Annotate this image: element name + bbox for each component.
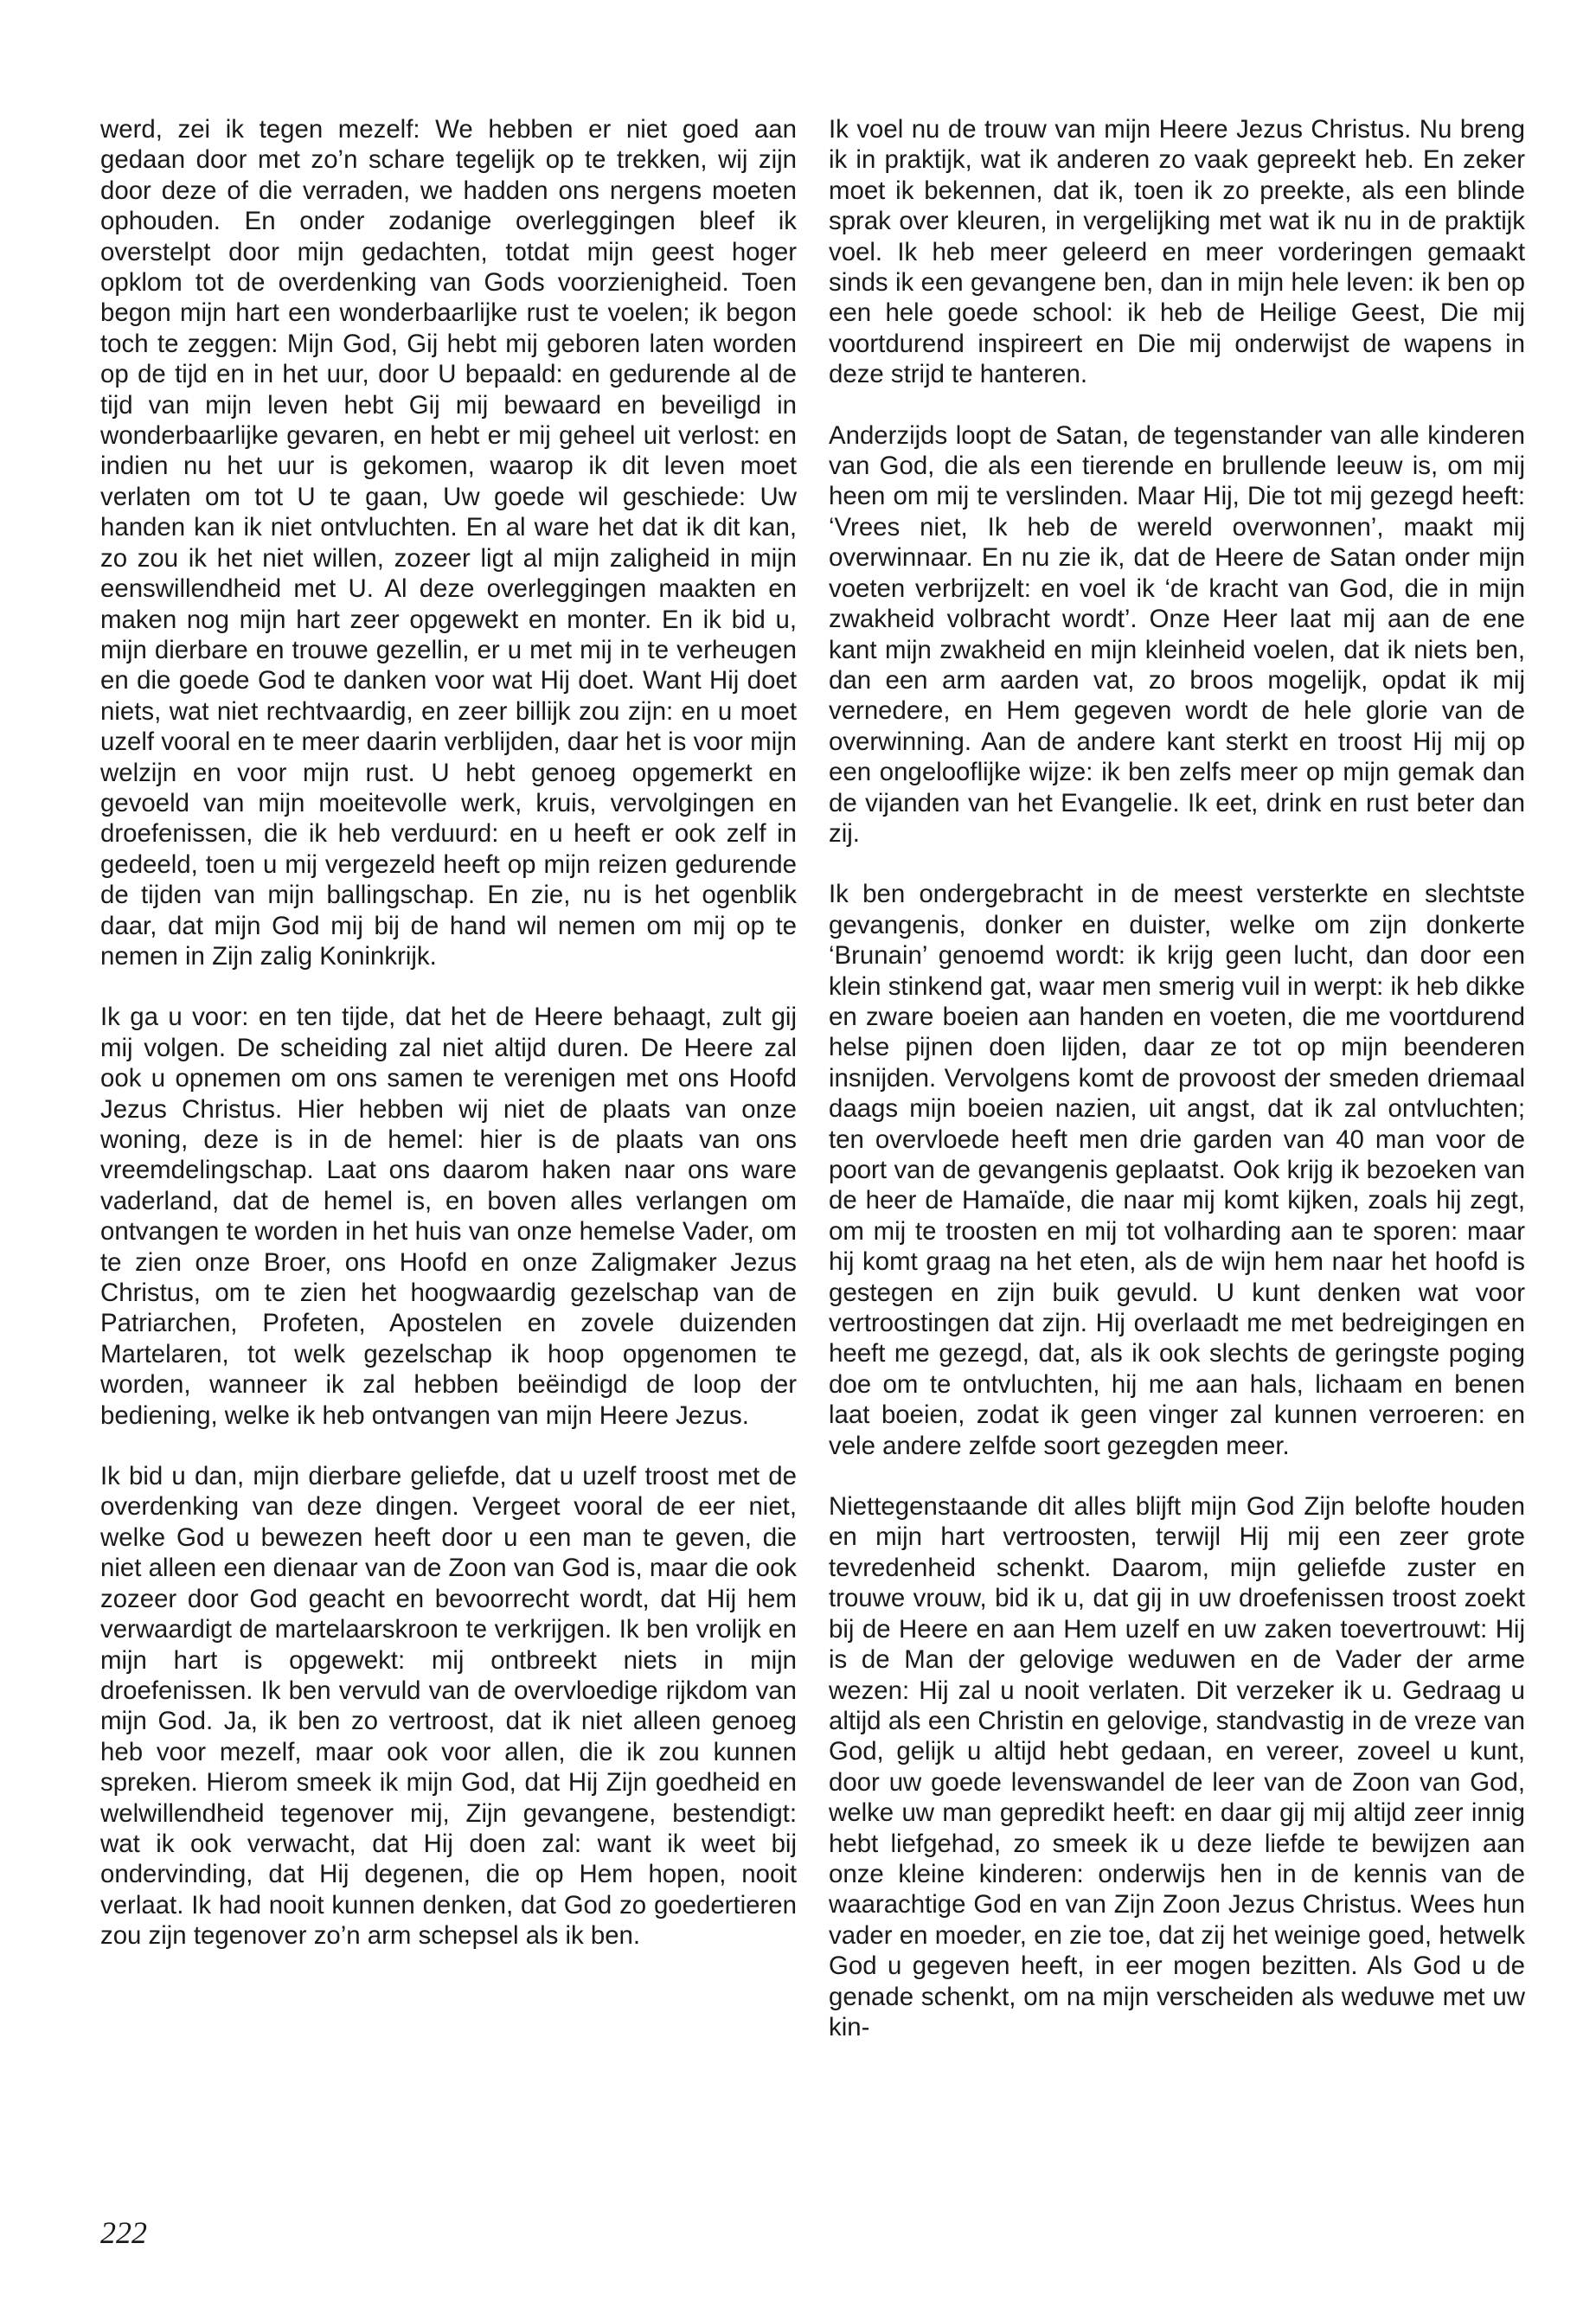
- paragraph: Ik ga u voor: en ten tijde, dat het de Heere behaagt, zult gij mij volgen. De scheiding zal niet altijd duren. De Heere zal ook u opnemen om ons samen te verenigen met ons Hoofd Jezus Christus. Hier hebben wij niet de plaats van onze woning, deze is in de hemel: hier is de plaats van ons vreemdelingschap. Laat ons daarom haken naar ons ware vaderland, dat de hemel is, en boven alles verlangen om ontvangen te worden in het huis van onze hemelse Vader, om te zien onze Broer, ons Hoofd en onze Zaligmaker Jezus Christus, om te zien het hoogwaardig gezelschap van de Patriarchen, Profeten, Apostelen en zovele duizenden Martelaren, tot welk gezelschap ik hoop opgenomen te worden, wanneer ik zal hebben beëindigd de loop der bediening, welke ik heb ontvangen van mijn Heere Jezus.: [100, 1003, 797, 1430]
- paragraph: werd, zei ik tegen mezelf: We hebben er niet goed aan gedaan door met zo’n schare tegelijk op te trekken, wij zijn door deze of die verraden, we hadden ons nergens moeten ophouden. En onder zodanige overleggingen bleef ik overstelpt door mijn gedachten, totdat mijn geest hoger opklom tot de overdenking van Gods voorzienigheid. Toen begon mijn hart een wonderbaarlijke rust te voelen; ik begon toch te zeggen: Mijn God, Gij hebt mij geboren laten worden op de tijd en in het uur, door U bepaald: en gedurende al de tijd van mijn leven hebt Gij mij bewaard en beveiligd in wonderbaarlijke gevaren, en hebt er mij geheel uit verlost: en indien nu het uur is gekomen, waarop ik dit leven moet verlaten om tot U te gaan, Uw goede wil geschiede: Uw handen kan ik niet ontvluchten. En al ware het dat ik dit kan, zo zou ik het niet willen, zozeer ligt al mijn zaligheid in mijn eenswillendheid met U. Al deze overleggingen maakten en maken nog mijn hart zeer opgewekt en monter. En ik bid u, mijn dierbare en trouwe gezellin, er u met mij in te verheugen en die goede God te danken voor wat Hij doet. Want Hij doet niets, wat niet rechtvaardig, en zeer billijk zou zijn: en u moet uzelf vooral en te meer daarin verblijden, daar het is voor mijn welzijn en voor mijn rust. U hebt genoeg opgemerkt en gevoeld van mijn moeitevolle werk, kruis, vervolgingen en droefenissen, die ik heb verduurd: en u heeft er ook zelf in gedeeld, toen u mij vergezeld heeft op mijn reizen gedurende de tijden van mijn ballingschap. En zie, nu is het ogenblik daar, dat mijn God mij bij de hand wil nemen om mij op te nemen in Zijn zalig Koninkrijk.: [100, 115, 797, 971]
- page-number: 222: [100, 2215, 147, 2250]
- paragraph: Ik ben ondergebracht in de meest versterkte en slechtste gevangenis, donker en duister, welke om zijn donkerte ‘Brunain’ genoemd wordt: ik krijg geen lucht, dan door een klein stinkend gat, waar men smerig vuil in werpt: ik heb dikke en zware boeien aan handen en voeten, die me voortdurend helse pijnen doen lijden, daar ze tot op mijn beenderen insnijden. Vervolgens komt de provoost der smeden driemaal daags mijn boeien nazien, uit angst, dat ik zal ontvluchten; ten overvloede heeft men drie garden van 40 man voor de poort van de gevangenis geplaatst. Ook krijg ik bezoeken van de heer de Hamaïde, die naar mij komt kijken, zoals hij zegt, om mij te troosten en mij tot volharding aan te sporen: maar hij komt graag na het eten, als de wijn hem naar het hoofd is gestegen en zijn buik gevuld. U kunt denken wat voor vertroostingen dat zijn. Hij overlaadt me met bedreigingen en heeft me gezegd, dat, als ik ook slechts de geringste poging doe om te ontvluchten, hij me aan hals, lichaam en benen laat boeien, zodat ik geen vinger zal kunnen verroeren: en vele andere zelfde soort gezegden meer.: [829, 880, 1525, 1460]
- paragraph: Niettegenstaande dit alles blijft mijn God Zijn belofte houden en mijn hart vertroosten, terwijl Hij mij een zeer grote tevredenheid schenkt. Daarom, mijn geliefde zuster en trouwe vrouw, bid ik u, dat gij in uw droefenissen troost zoekt bij de Heere en aan Hem uzelf en uw zaken toevertrouwt: Hij is de Man der gelovige weduwen en de Vader der arme wezen: Hij zal u nooit verlaten. Dit verzeker ik u. Gedraag u altijd als een Christin en gelovige, standvastig in de vreze van God, gelijk u altijd hebt gedaan, en vereer, zoveel u kunt, door uw goede levenswandel de leer van de Zoon van God, welke uw man gepredikt heeft: en daar gij mij altijd zeer innig hebt liefgehad, zo smeek ik u deze liefde te bewijzen aan onze kleine kinderen: onderwijs hen in de kennis van de waarachtige God en van Zijn Zoon Jezus Christus. Wees hun vader en moeder, en zie toe, dat zij het weinige goed, hetwelk God u gegeven heeft, in eer mogen bezitten. Als God u de genade schenkt, om na mijn verscheiden als weduwe met uw kin-: [829, 1492, 1525, 2041]
- paragraph: Anderzijds loopt de Satan, de tegenstander van alle kinderen van God, die als een tierende en brullende leeuw is, om mij heen om mij te verslinden. Maar Hij, Die tot mij gezegd heeft: ‘Vrees niet, Ik heb de wereld overwonnen’, maakt mij overwinnaar. En nu zie ik, dat de Heere de Satan onder mijn voeten verbrijzelt: en voel ik ‘de kracht van God, die in mijn zwakheid volbracht wordt’. Onze Heer laat mij aan de ene kant mijn zwakheid en mijn kleinheid voelen, dat ik niets ben, dan een arm aarden vat, zo broos mogelijk, opdat ik mij vernedere, en Hem gegeven wordt de hele glorie van de overwinning. Aan de andere kant sterkt en troost Hij mij op een ongelooflijke wijze: ik ben zelfs meer op mijn gemak dan de vijanden van het Evangelie. Ik eet, drink en rust beter dan zij.: [829, 420, 1525, 848]
- paragraph: Ik bid u dan, mijn dierbare geliefde, dat u uzelf troost met de overdenking van deze dingen. Vergeet vooral de eer niet, welke God u bewezen heeft door u een man te geven, die niet alleen een dienaar van de Zoon van God is, maar die ook zozeer door God geacht en bevoorrecht wordt, dat Hij hem verwaardigt de martelaarskroon te verkrijgen. Ik ben vrolijk en mijn hart is opgewekt: mij ontbreekt niets in mijn droefenissen. Ik ben vervuld van de overvloedige rijkdom van mijn God. Ja, ik ben zo vertroost, dat ik niet alleen genoeg heb voor mezelf, maar ook voor allen, die ik zou kunnen spreken. Hierom smeek ik mijn God, dat Hij Zijn goedheid en welwillendheid tegenover mij, Zijn gevangene, bestendigt: wat ik ook verwacht, dat Hij doen zal: want ik weet bij ondervinding, dat Hij degenen, die op Hem hopen, nooit verlaat. Ik had nooit kunnen denken, dat God zo goedertieren zou zijn tegenover zo’n arm schepsel als ik ben.: [100, 1462, 797, 1951]
- right-column: [829, 114, 1525, 2073]
- left-column: [100, 114, 797, 1982]
- paragraph: Ik voel nu de trouw van mijn Heere Jezus Christus. Nu breng ik in praktijk, wat ik anderen zo vaak gepreekt heb. En zeker moet ik bekennen, dat ik, toen ik zo preekte, als een blinde sprak over kleuren, in vergelijking met wat ik nu in de praktijk voel. Ik heb meer geleerd en meer vorderingen gemaakt sinds ik een gevangene ben, dan in mijn hele leven: ik ben op een hele goede school: ik heb de Heilige Geest, Die mij voortdurend inspireert en Die mij onderwijst de wapens in deze strijd te hanteren.: [829, 115, 1525, 389]
